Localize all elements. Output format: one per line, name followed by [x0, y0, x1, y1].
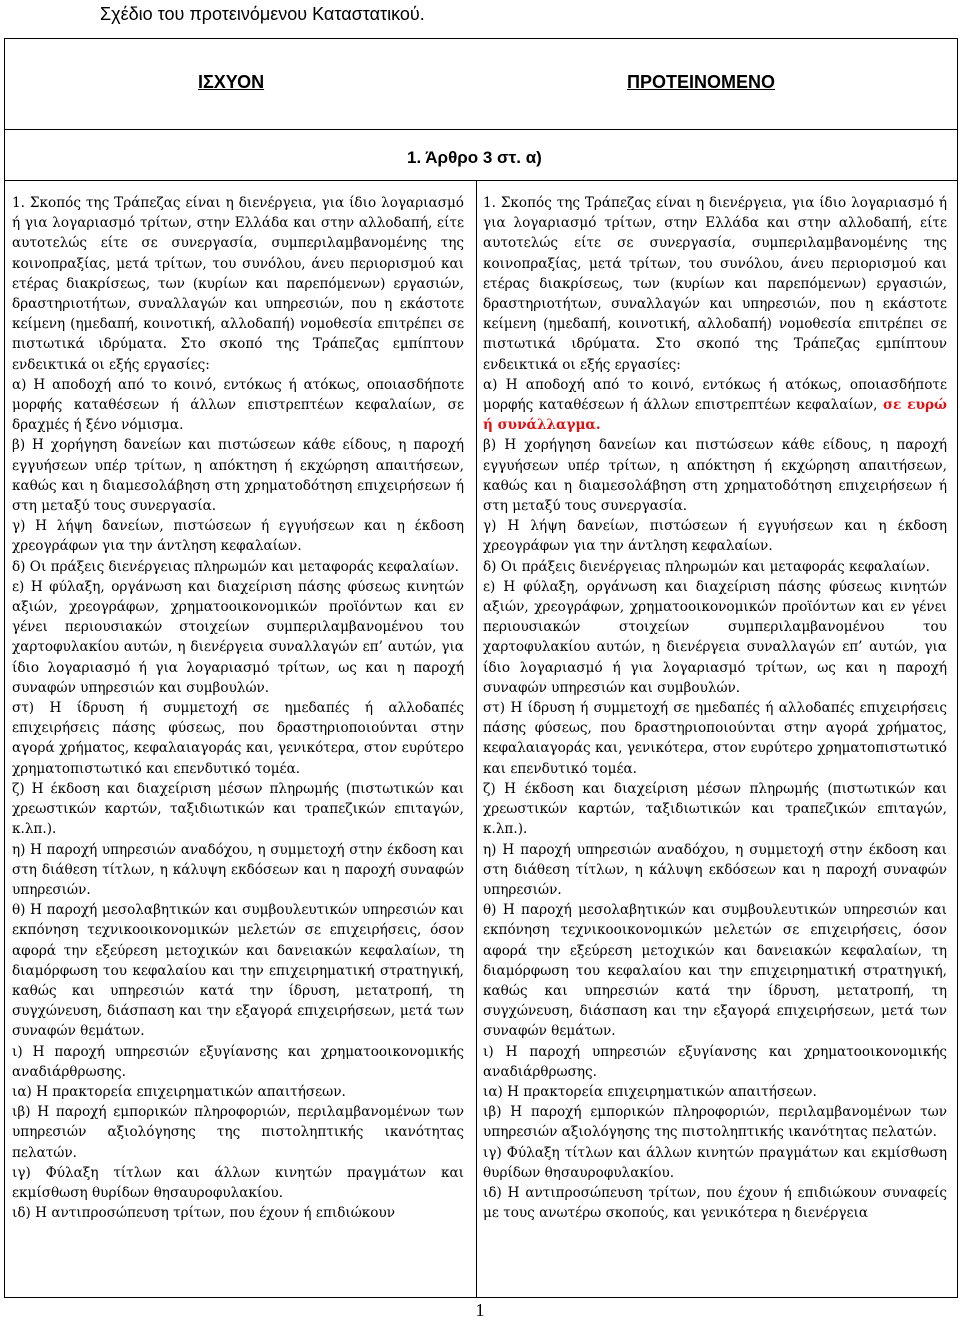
- paragraph: ζ) Η έκδοση και διαχείριση μέσων πληρωμής (πιστωτικών και χρεωστικών καρτών, ταξιδιωτικών και τραπεζικών επιταγών, κ.λπ.).: [12, 780, 464, 838]
- paragraph: ε) Η φύλαξη, οργάνωση και διαχείριση πάσης φύσεως κινητών αξιών, χρεογράφων, χρηματοοικονομικών προϊόντων και εν γένει περιουσιακών στοιχείων συμπεριλαμβανομένου του χαρτοφυλακίου αυτών, η διενέργεια συναλλαγών επ’ αυτών, για ίδιο λογαριασμό ή για λογαριασμό τρίτων, ως και η παροχή συναφών υπηρεσιών και συμβουλών.: [12, 578, 464, 696]
- paragraph: ι) Η παροχή υπηρεσιών εξυγίανσης και χρηματοοικονομικής αναδιάρθρωσης.: [12, 1043, 464, 1080]
- document-title: Σχέδιο του προτεινόμενου Καταστατικού.: [100, 4, 425, 24]
- paragraph: θ) Η παροχή μεσολαβητικών και συμβουλευτικών υπηρεσιών και εκπόνηση τεχνικοοικονομικών μελετών σε επιχειρήσεις, όσον αφορά την εξεύρεση μετοχικών και δανειακών κεφαλαίων, τη διαμόρφωση του κεφαλαίου και την επιχειρηματική στρατηγική, καθώς και υπηρεσιών κατά την ίδρυση, μετατροπή, τη συγχώνευση, διάσπαση και την εξαγορά επιχειρήσεων, μετά των συναφών θεμάτων.: [12, 902, 464, 1040]
- paragraph: ιδ) Η αντιπροσώπευση τρίτων, που έχουν ή επιδιώκουν: [12, 1205, 396, 1222]
- table-divider-header: [4, 129, 958, 130]
- column-header-proposed: ΠΡΟΤΕΙΝΟΜΕΝΟ: [627, 72, 776, 92]
- table-column-divider: [476, 180, 477, 1298]
- paragraph: η) Η παροχή υπηρεσιών αναδόχου, η συμμετοχή στην έκδοση και στη διάθεση τίτλων, η κάλυψη εκδόσεων και η παροχή συναφών υπηρεσιών.: [483, 841, 947, 898]
- paragraph: 1. Σκοπός της Τράπεζας είναι η διενέργεια, για ίδιο λογαριασμό ή για λογαριασμό τρίτων, στην Ελλάδα και στην αλλοδαπή, είτε αυτοτελώς είτε σε συνεργασία, συμπεριλαμβανομένης της κοινοπραξίας, μετά τρίτων, του συνόλου, άνευ περιορισμού και ετέρας διακρίσεως, των (κυρίων και παρεπόμενων) εργασιών, δραστηριοτήτων, συναλλαγών και υπηρεσιών, που η εκάστοτε κείμενη (ημεδαπή, κοινοτική, αλλοδαπή) νομοθεσία επιτρέπει σε πιστωτικά ιδρύματα. Στο σκοπό της Τράπεζας εμπίπτουν ενδεικτικά οι εξής εργασίες:: [12, 195, 464, 373]
- current-text-column: [12, 193, 464, 1298]
- paragraph: θ) Η παροχή μεσολαβητικών και συμβουλευτικών υπηρεσιών και εκπόνηση τεχνικοοικονομικών μελετών σε επιχειρήσεις, όσον αφορά την εξεύρεση μετοχικών και δανειακών κεφαλαίων, τη διαμόρφωση του κεφαλαίου και την επιχειρηματική στρατηγική, καθώς και υπηρεσιών κατά την ίδρυση, μετατροπή, τη συγχώνευση, διάσπαση και την εξαγορά επιχειρήσεων, μετά των συναφών θεμάτων.: [483, 902, 947, 1040]
- paragraph: β) Η χορήγηση δανείων και πιστώσεων κάθε είδους, η παροχή εγγυήσεων υπέρ τρίτων, η απόκτηση ή εκχώρηση απαιτήσεων, καθώς και η διαμεσολάβηση στη χρηματοδότηση επιχειρήσεων ή στη μεταξύ τους συνεργασία.: [12, 437, 464, 515]
- paragraph: ια) Η πρακτορεία επιχειρηματικών απαιτήσεων.: [12, 1083, 346, 1100]
- article-reference: 1. Άρθρο 3 στ. α): [407, 148, 542, 167]
- paragraph: ιβ) Η παροχή εμπορικών πληροφοριών, περιλαμβανομένων των υπηρεσιών αξιολόγησης της πιστοληπτικής ικανότητας πελατών.: [483, 1104, 947, 1141]
- paragraph: ζ) Η έκδοση και διαχείριση μέσων πληρωμής (πιστωτικών και χρεωστικών καρτών, ταξιδιωτικών και τραπεζικών επιταγών, κ.λπ.).: [483, 780, 947, 838]
- paragraph: ιγ) Φύλαξη τίτλων και άλλων κινητών πραγμάτων και εκμίσθωση θυρίδων θησαυροφυλακίου.: [483, 1144, 947, 1181]
- paragraph-with-amendment: [483, 375, 947, 436]
- paragraph: ι) Η παροχή υπηρεσιών εξυγίανσης και χρηματοοικονομικής αναδιάρθρωσης.: [483, 1043, 947, 1080]
- column-header-current: ΙΣΧΥΟΝ: [198, 72, 265, 92]
- paragraph: α) Η αποδοχή από το κοινό, εντόκως ή ατόκως, οποιασδήποτε μορφής καταθέσεων ή άλλων επιστρεπτέων κεφαλαίων, σε δραχμές ή ξένο νόμισμα.: [12, 376, 464, 434]
- paragraph: ε) Η φύλαξη, οργάνωση και διαχείριση πάσης φύσεως κινητών αξιών, χρεογράφων, χρηματοοικονομικών προϊόντων και εν γένει περιουσιακών στοιχείων συμπεριλαμβανομένου του χαρτοφυλακίου αυτών, η διενέργεια συναλλαγών επ’ αυτών, για ίδιο λογαριασμό ή για λογαριασμό τρίτων, ως και η παροχή συναφών υπηρεσιών και συμβουλών.: [483, 578, 947, 696]
- paragraph: στ) Η ίδρυση ή συμμετοχή σε ημεδαπές ή αλλοδαπές επιχειρήσεις πάσης φύσεως, που δραστηριοποιούνται στην αγορά χρήματος, κεφαλαιαγοράς και, γενικότερα, στον ευρύτερο χρηματοπιστωτικό και επενδυτικό τομέα.: [483, 700, 947, 777]
- paragraph: ιβ) Η παροχή εμπορικών πληροφοριών, περιλαμβανομένων των υπηρεσιών αξιολόγησης της πιστοληπτικής ικανότητας πελατών.: [12, 1104, 464, 1161]
- proposed-text-column: [483, 193, 947, 1298]
- paragraph: η) Η παροχή υπηρεσιών αναδόχου, η συμμετοχή στην έκδοση και στη διάθεση τίτλων, η κάλυψη εκδόσεων και η παροχή συναφών υπηρεσιών.: [12, 841, 464, 898]
- paragraph: ιγ) Φύλαξη τίτλων και άλλων κινητών πραγμάτων και εκμίσθωση θυρίδων θησαυροφυλακίου.: [12, 1164, 464, 1201]
- paragraph: 1. Σκοπός της Τράπεζας είναι η διενέργεια, για ίδιο λογαριασμό ή για λογαριασμό τρίτων, στην Ελλάδα και στην αλλοδαπή, είτε αυτοτελώς είτε σε συνεργασία, συμπεριλαμβανομένης της κοινοπραξίας, μετά τρίτων, του συνόλου, άνευ περιορισμού και ετέρας διακρίσεως, των (κυρίων και παρεπόμενων) εργασιών, δραστηριοτήτων, συναλλαγών και υπηρεσιών, που η εκάστοτε κείμενη (ημεδαπή, κοινοτική, αλλοδαπή) νομοθεσία επιτρέπει σε πιστωτικά ιδρύματα. Στο σκοπό της Τράπεζας εμπίπτουν ενδεικτικά οι εξής εργασίες:: [483, 195, 947, 373]
- paragraph-text: α) Η αποδοχή από το κοινό, εντόκως ή ατόκως, οποιασδήποτε μορφής καταθέσεων ή άλλων επιστρεπτέων κεφαλαίων,: [483, 376, 947, 414]
- paragraph: γ) Η λήψη δανείων, πιστώσεων ή εγγυήσεων και η έκδοση χρεογράφων για την άντληση κεφαλαίων.: [12, 518, 464, 555]
- paragraph: γ) Η λήψη δανείων, πιστώσεων ή εγγυήσεων και η έκδοση χρεογράφων για την άντληση κεφαλαίων.: [483, 518, 947, 555]
- page-number: 1: [475, 1300, 485, 1320]
- paragraph: ια) Η πρακτορεία επιχειρηματικών απαιτήσεων.: [483, 1083, 817, 1100]
- table-divider-article: [4, 180, 958, 181]
- paragraph: β) Η χορήγηση δανείων και πιστώσεων κάθε είδους, η παροχή εγγυήσεων υπέρ τρίτων, η απόκτηση ή εκχώρηση απαιτήσεων, καθώς και η διαμεσολάβηση στη χρηματοδότηση επιχειρήσεων ή στη μεταξύ τους συνεργασία.: [483, 437, 947, 515]
- paragraph: στ) Η ίδρυση ή συμμετοχή σε ημεδαπές ή αλλοδαπές επιχειρήσεις πάσης φύσεως, που δραστηριοποιούνται στην αγορά χρήματος, κεφαλαιαγοράς και, γενικότερα, στον ευρύτερο χρηματοπιστωτικό και επενδυτικό τομέα.: [12, 700, 464, 777]
- paragraph: δ) Οι πράξεις διενέργειας πληρωμών και μεταφοράς κεφαλαίων.: [12, 558, 459, 575]
- amended-text: σε ευρώ ή συνάλλαγμα.: [483, 397, 947, 434]
- paragraph: δ) Οι πράξεις διενέργειας πληρωμών και μεταφοράς κεφαλαίων.: [483, 558, 930, 575]
- paragraph: ιδ) Η αντιπροσώπευση τρίτων, που έχουν ή επιδιώκουν συναφείς με τους ανωτέρω σκοπούς, και γενικότερα η διενέργεια: [483, 1184, 947, 1222]
